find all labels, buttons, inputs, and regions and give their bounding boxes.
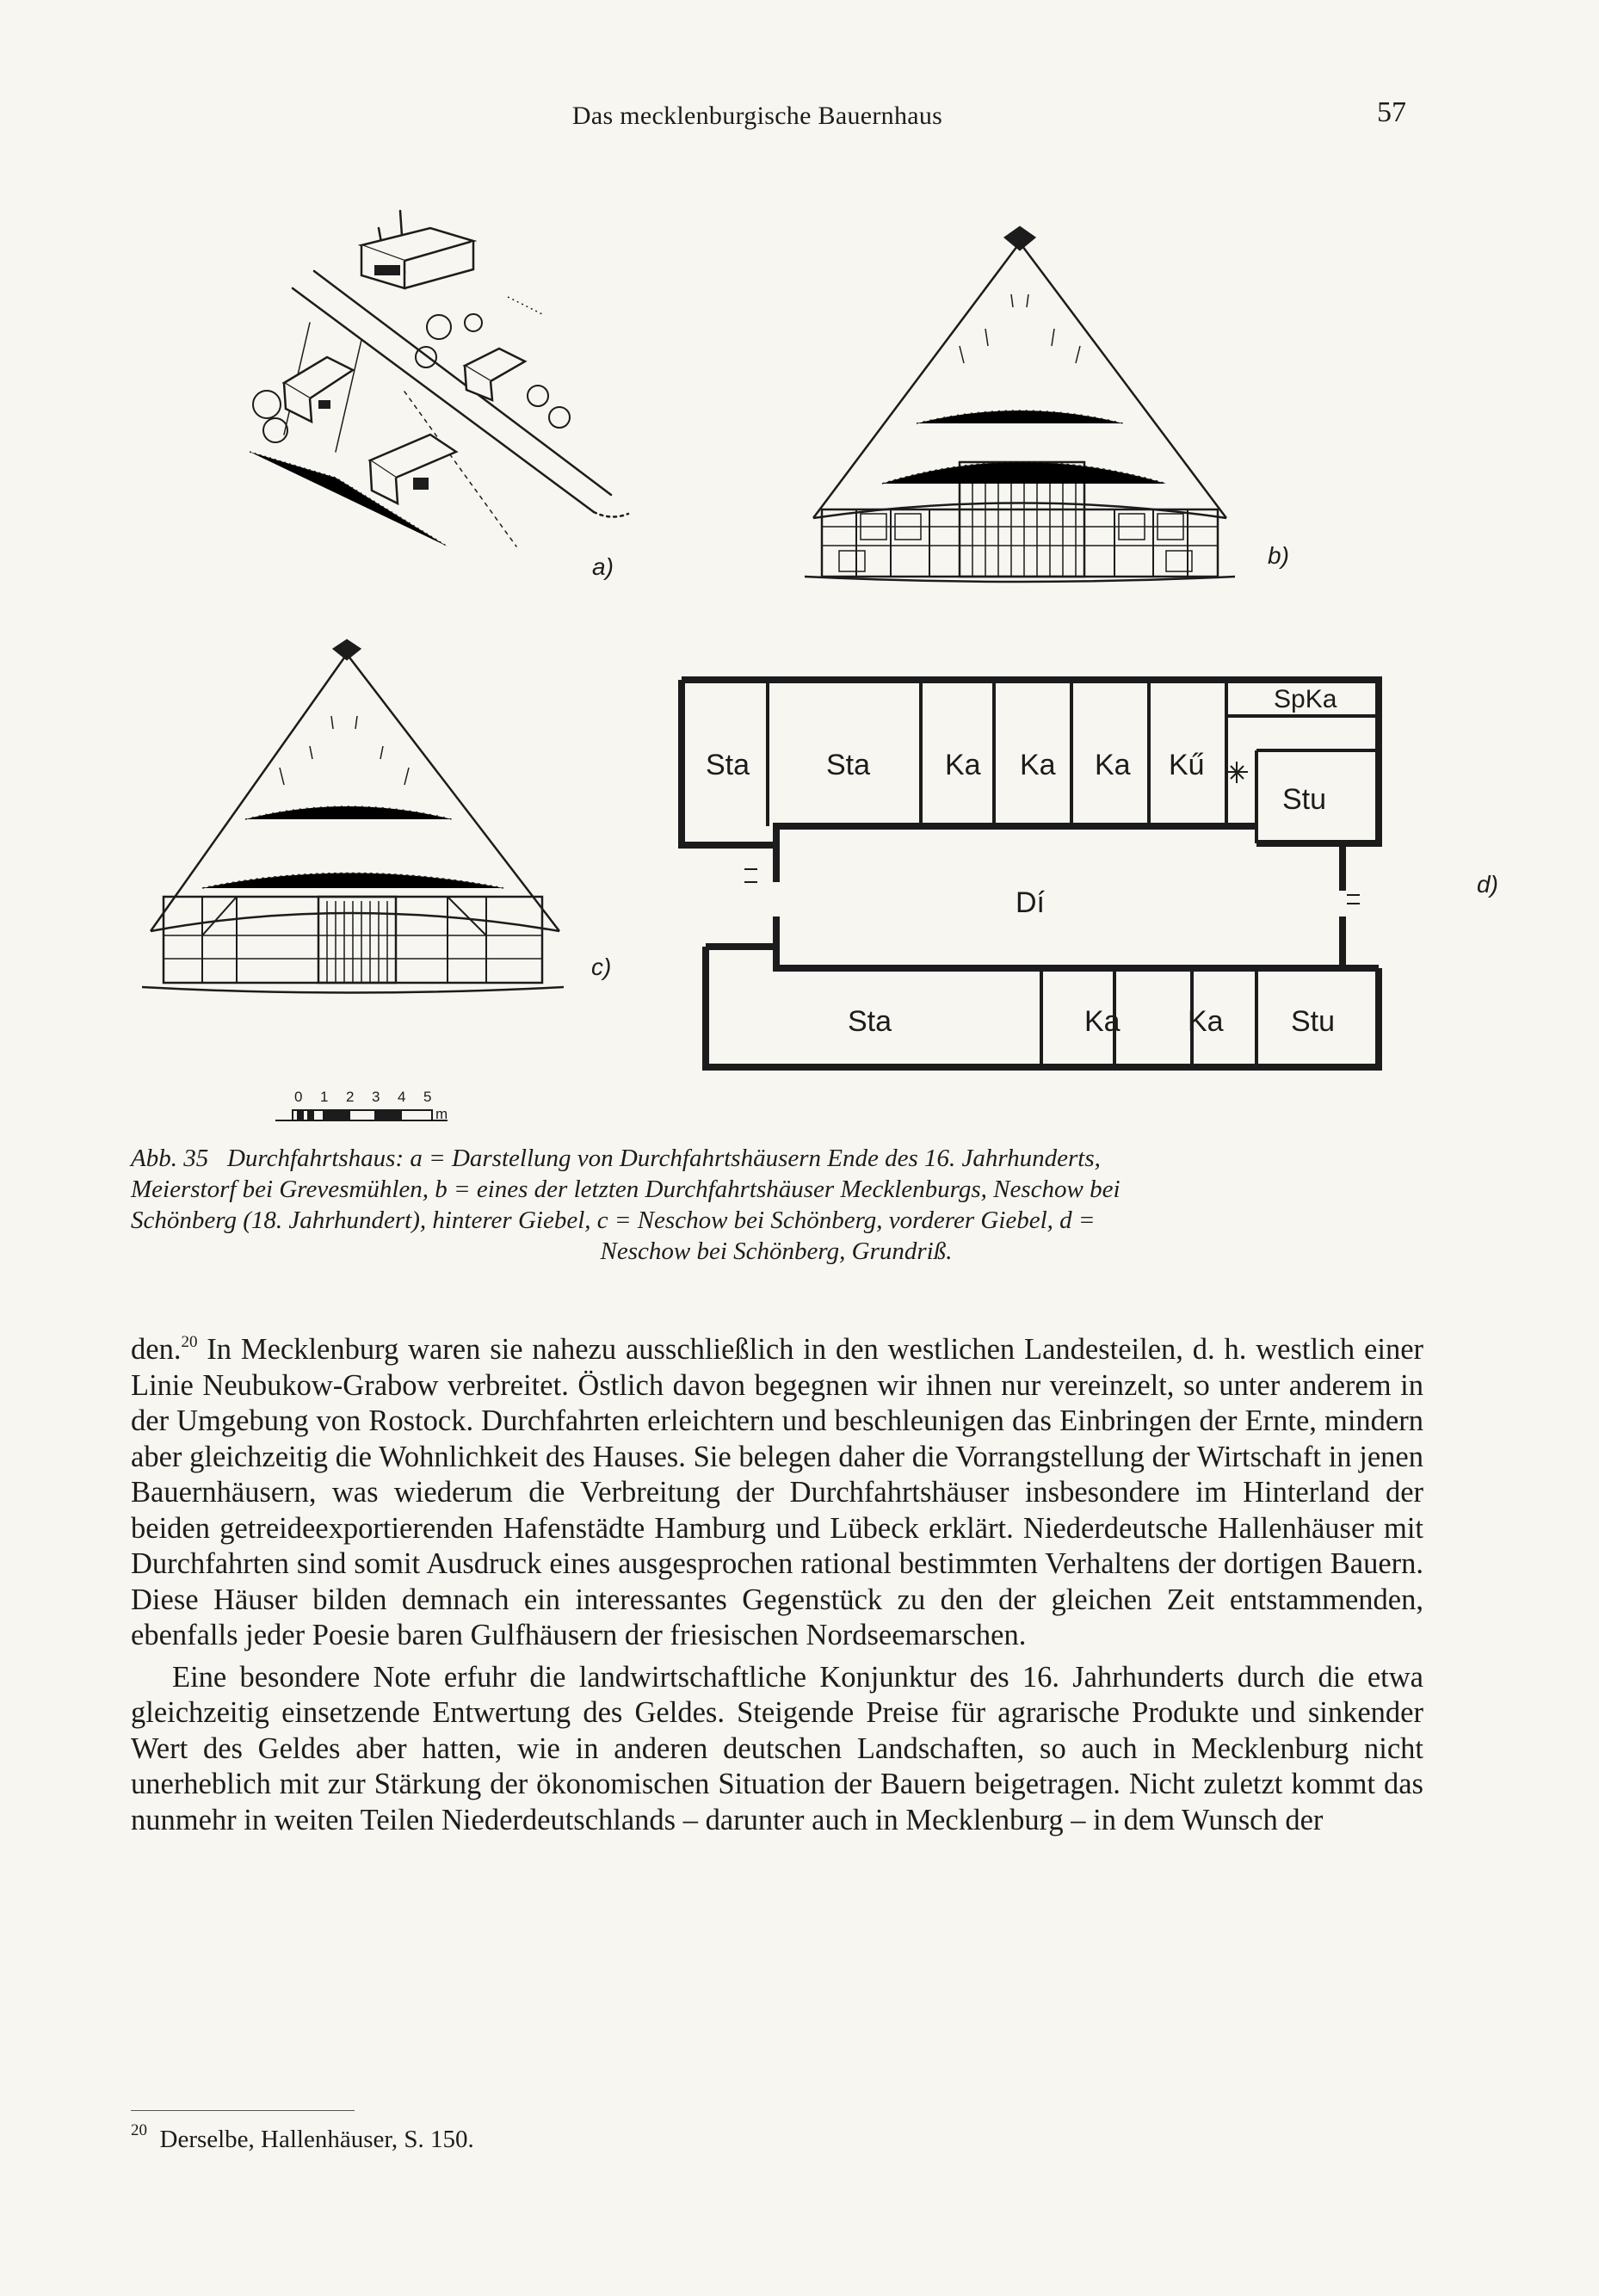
scale-bar [275,1086,465,1134]
figure-number: Abb. 35 [131,1145,209,1172]
scale-tick-4: 4 [398,1089,406,1105]
figure-caption [131,1143,1422,1267]
scale-bar-drawing [275,1086,465,1134]
room-stu-1: Stu [1282,783,1327,816]
scale-tick-1: 1 [320,1089,329,1105]
paragraph-1-rest: In Mecklenburg waren sie nahezu ausschließlich in den westlichen Landesteilen, d. h. westlich einer Linie Neubukow-Grabow verbreitet. Östlich davon begegnen wir ihnen nur vereinzelt, so unter anderem in der Umgebung von Rostock. Durchfahrten erleichtern und beschleunigen das Einbringen der Ernte, mindern aber gleichzeitig die Wohnlichkeit des Hauses. Sie belegen daher die Vorrangstellung der Wirtschaft in jenen Bauernhäusern, was wiederum die Verbreitung der Durchfahrtshäuser insbesondere im Hinterland der beiden getreideexportierenden Hafenstädte Hamburg und Lübeck erklärt. Niederdeutsche Hallenhäuser mit Durchfahrten sind somit Ausdruck eines ausgesprochen rational bestimmten Verhaltens der dortigen Bauern. Diese Häuser bilden demnach ein interessantes Gegenstück zu den der gleichen Zeit entstammenden, ebenfalls jeder Poesie baren Gulfhäusern der friesischen Nordseemarschen. [131,1333,1423,1651]
caption-line-3: Schönberg (18. Jahrhundert), hinterer Giebel, c = Neschow bei Schönberg, vorderer Giebel, d = [131,1207,1096,1234]
paragraph-2: Eine besondere Note erfuhr die landwirtschaftliche Konjunktur des 16. Jahrhunderts durch die etwa gleichzeitig einsetzende Entwertung des Geldes. Steigende Preise für agrarische Produkte und sinkender Wert des Geldes aber hatten, wie in anderen deutschen Landschaften, so auch in Mecklenburg nicht unerheblich mit zur Stärkung der ökonomischen Situation der Bauern beigetragen. Nicht zuletzt kommt das nunmehr in weiten Teilen Niederdeutschlands – darunter auch in Mecklenburg – in dem Wunsch der [131,1660,1423,1836]
room-diele: Dí [1016,886,1045,919]
caption-line-1 [131,1143,1422,1174]
room-sta-2: Sta [826,749,871,781]
figure-a-label: a) [592,553,614,580]
gable-front-drawing [787,225,1304,596]
figure-b-label: b) [1268,542,1289,569]
footnote-ref: 20 [181,1333,198,1351]
paragraph-1-start: den. [131,1333,182,1366]
running-title: Das mecklenburgische Bauernhaus [571,102,943,130]
body-text [131,1332,1423,1838]
room-ka-2: Ka [1020,749,1056,781]
scale-tick-0: 0 [294,1089,303,1105]
scale-tick-3: 3 [372,1089,380,1105]
page-number: 57 [1377,96,1406,128]
paragraph-1 [131,1332,1423,1654]
caption-line-4: Neschow bei Schönberg, Grundriß. [600,1237,953,1265]
footnote-number: 20 [131,2121,147,2139]
room-stu-2: Stu [1291,1005,1336,1038]
floor-plan-drawing [671,671,1506,1102]
figure-b-gable-front [787,225,1304,596]
room-ka-5: Ka [1188,1005,1224,1038]
figure-a-village-sketch [232,194,637,581]
scale-tick-2: 2 [346,1089,355,1105]
footnote-text: Derselbe, Hallenhäuser, S. 150. [159,2126,474,2153]
village-sketch-drawing [232,194,637,581]
room-sta-1: Sta [706,749,750,781]
room-ka-4: Ka [1084,1005,1121,1038]
figure-c-gable-rear [142,639,624,1009]
caption-line-2: Meierstorf bei Grevesmühlen, b = eines der letzten Durchfahrtshäuser Mecklenburgs, Neschow bei [131,1176,1121,1203]
scale-unit: m [435,1106,448,1122]
gable-rear-drawing [142,639,624,1009]
caption-text-1: Durchfahrtshaus: a = Darstellung von Durchfahrtshäusern Ende des 16. Jahrhunderts, [226,1145,1101,1172]
room-ka-3: Ka [1095,749,1131,781]
room-spka: SpKa [1274,685,1337,713]
figure-d-floor-plan [671,671,1506,1102]
figure-d-label: d) [1477,871,1498,898]
room-sta-3: Sta [848,1005,892,1038]
footnote-divider [131,2110,355,2111]
room-kitchen: Kű [1169,749,1205,781]
figure-c-label: c) [591,954,612,980]
footnote [131,2121,474,2154]
room-ka-1: Ka [945,749,981,781]
scale-tick-5: 5 [423,1089,432,1105]
